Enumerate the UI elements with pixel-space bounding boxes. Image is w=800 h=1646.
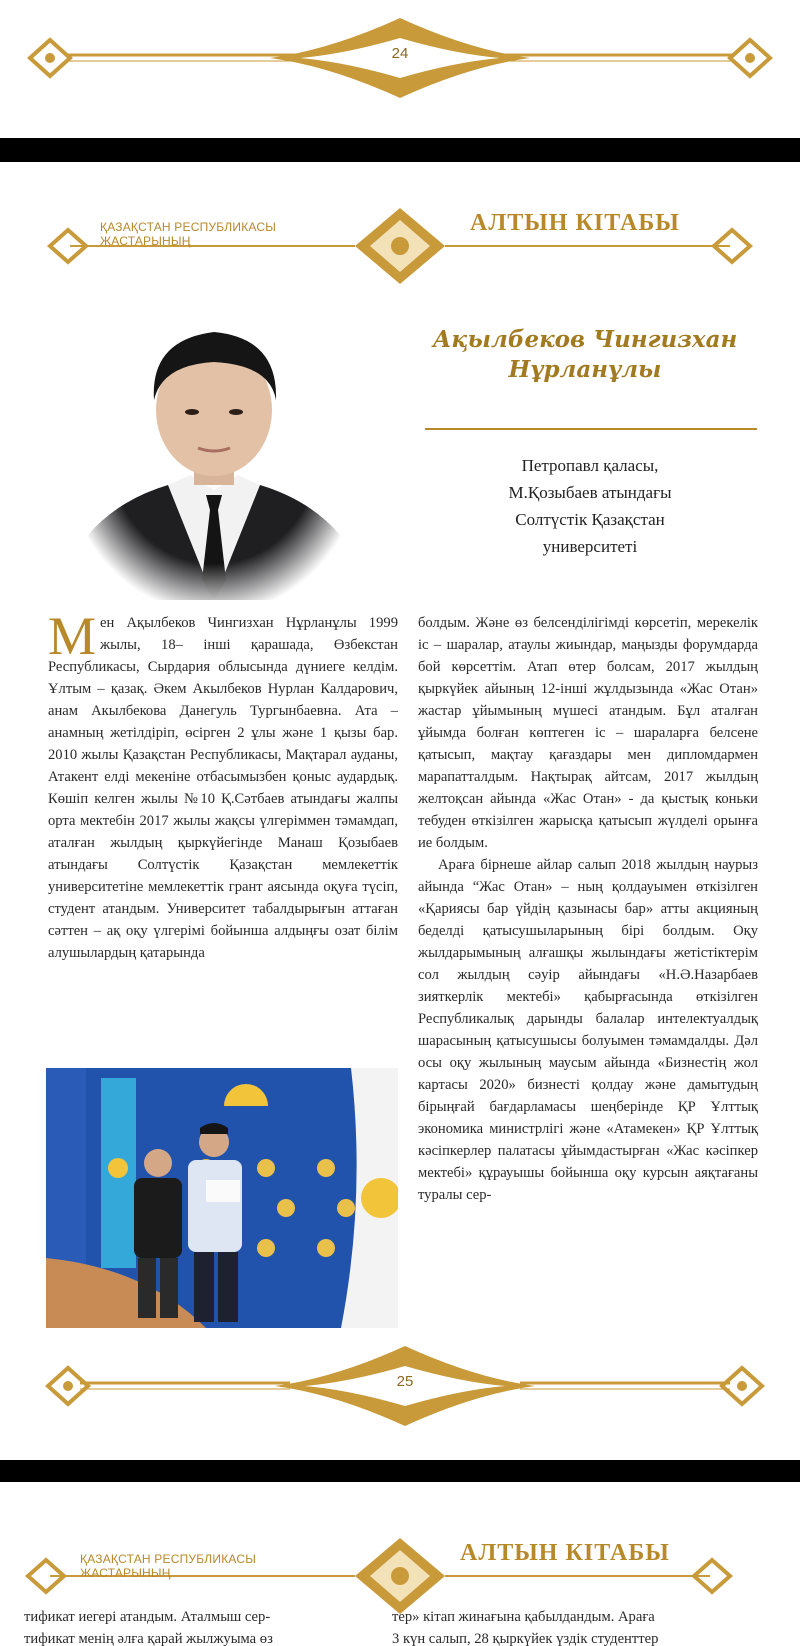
page-separator xyxy=(0,138,800,162)
article-paragraph: ен Ақылбеков Чингизхан Нұрланұлы 1999 жылы, 18– інші қарашада, Өзбекстан Республикасы, Сырдария облысында дүниеге келдім. Ұлтым – қазақ. Әкем Акылбеков Нурлан Калдарович, анам Акылбекова Данегуль Тургынбаевна. Ата – анамның жетілдіріп, өсірген 2 ұлы және 1 қызы бар. 2010 жылы Қазақстан Республикасы, Мақтарал ауданы, Атакент елді мекеніне отбасымызбен қоныс аудардық. Көшіп келген жылы №10 Қ.Сәтбаев атындағы жалпы орта мектебін 2017 жылы жақсы үлгеріммен тәмамдап, аталған жылдың қыркүйегінде Манаш Қозыбаев атындағы Солтүстік Қазақстан мемлекеттік университетіне мемлекеттік грант аясында оқуға түсіп, студент атандым. Университет табалдырығын аттаған сәттен – ақ оқу үлгерімі бойынша алдыңғы озат білім алушылардың қатарында xyxy=(48,615,398,961)
next-page-right-column xyxy=(392,1606,752,1646)
affiliation xyxy=(440,452,740,560)
event-photo xyxy=(46,1068,398,1328)
page-top-ornament xyxy=(0,10,800,100)
page-separator xyxy=(0,1460,800,1482)
next-page-left-column xyxy=(24,1606,384,1646)
header-right-text: АЛТЫН КІТАБЫ xyxy=(460,1540,670,1566)
article-right-column xyxy=(418,612,758,1328)
header-left-text: ҚАЗАҚСТАН РЕСПУБЛИКАСЫ ЖАСТАРЫНЫҢ xyxy=(80,1552,257,1580)
article-left-column xyxy=(48,612,398,1052)
person-name xyxy=(420,325,750,385)
portrait-photo xyxy=(88,320,340,600)
person-name-line2: Нұрланұлы xyxy=(508,356,662,383)
text-line: 3 күн салып, 28 қыркүйек үздік студенттер xyxy=(392,1631,659,1646)
page-number: 24 xyxy=(391,45,409,62)
text-line: тер» кітап жинағына қабылдандым. Араға xyxy=(392,1609,655,1625)
person-name-line1: Ақылбеков Чингизхан xyxy=(432,326,738,353)
affiliation-line: М.Қозыбаев атындағы xyxy=(508,483,672,502)
page-footer-ornament xyxy=(0,1338,800,1428)
page-header xyxy=(0,200,800,290)
dropcap-letter: М xyxy=(48,612,97,666)
header-right-text: АЛТЫН КІТАБЫ xyxy=(470,210,680,236)
affiliation-line: Петропавл қаласы, xyxy=(521,456,659,475)
text-line: тификат менің әлға қарай жылжуыма өз xyxy=(24,1631,273,1646)
affiliation-line: Солтүстік Қазақстан xyxy=(515,510,665,529)
text-line: тификат иегері атандым. Аталмыш сер- xyxy=(24,1609,271,1625)
page-number: 25 xyxy=(396,1373,414,1390)
affiliation-line: университеті xyxy=(542,537,638,556)
article-paragraph: болдым. Және өз белсенділігімді көрсетіп, мерекелік іс – шаралар, атаулы жиындар, маңызды форумдарда бой көрсеттім. Атап өтер болсам, 2017 жылдың қыркүйек айының 12-інші жұлдызында «Жас Отан» жастар ұйымының мүшесі атандым. Бұл аталған ұйымда болған көптеген іс – шараларға белсене қатысып, мақтау қағаздары мен дипломдармен марапатталдым. Нақтырақ айтсам, 2017 жылдың желтоқсан айында «Жас Отан» - да қыстық коньки тебуден өткізілген жарысқа қатысып жүлделі орынға ие болдым. xyxy=(418,615,758,851)
article-paragraph: Араға бірнеше айлар салып 2018 жылдың наурыз айында “Жас Отан» – ның қолдауымен өткізілген «Қариясы бар үйдің қазынасы бар» атты акцияның беделді қатысушыларының бірі болдым. Оқу жылдарымының алғашқы жылындағы жетістіктерім сол жылдың сәуір айындағы «Н.Ә.Назарбаев зияткерлік мектебі» қабырғасында өткізілген Республикалық дарынды балалар интелектуалдық шарасының қатысушысы болуымен тәмамдалды. Дәл осы оқу жылының маусым айында «Бизнестің жол картасы 2020» бизнесті қолдау және дамытудың бірыңғай бағдарламасы шеңберінде ҚР Ұлттық экономика министрлігі және «Атамекен» ҚР Ұлттық кәсіпкерлер палатасы ұйымдастырған «Жас кәсіпкер мектебі» құрауышы бойынша оқу курсын аяқтағаны туралы сер- xyxy=(418,857,758,1203)
name-underline xyxy=(425,428,757,430)
header-left-text: ҚАЗАҚСТАН РЕСПУБЛИКАСЫ ЖАСТАРЫНЫҢ xyxy=(100,220,277,248)
